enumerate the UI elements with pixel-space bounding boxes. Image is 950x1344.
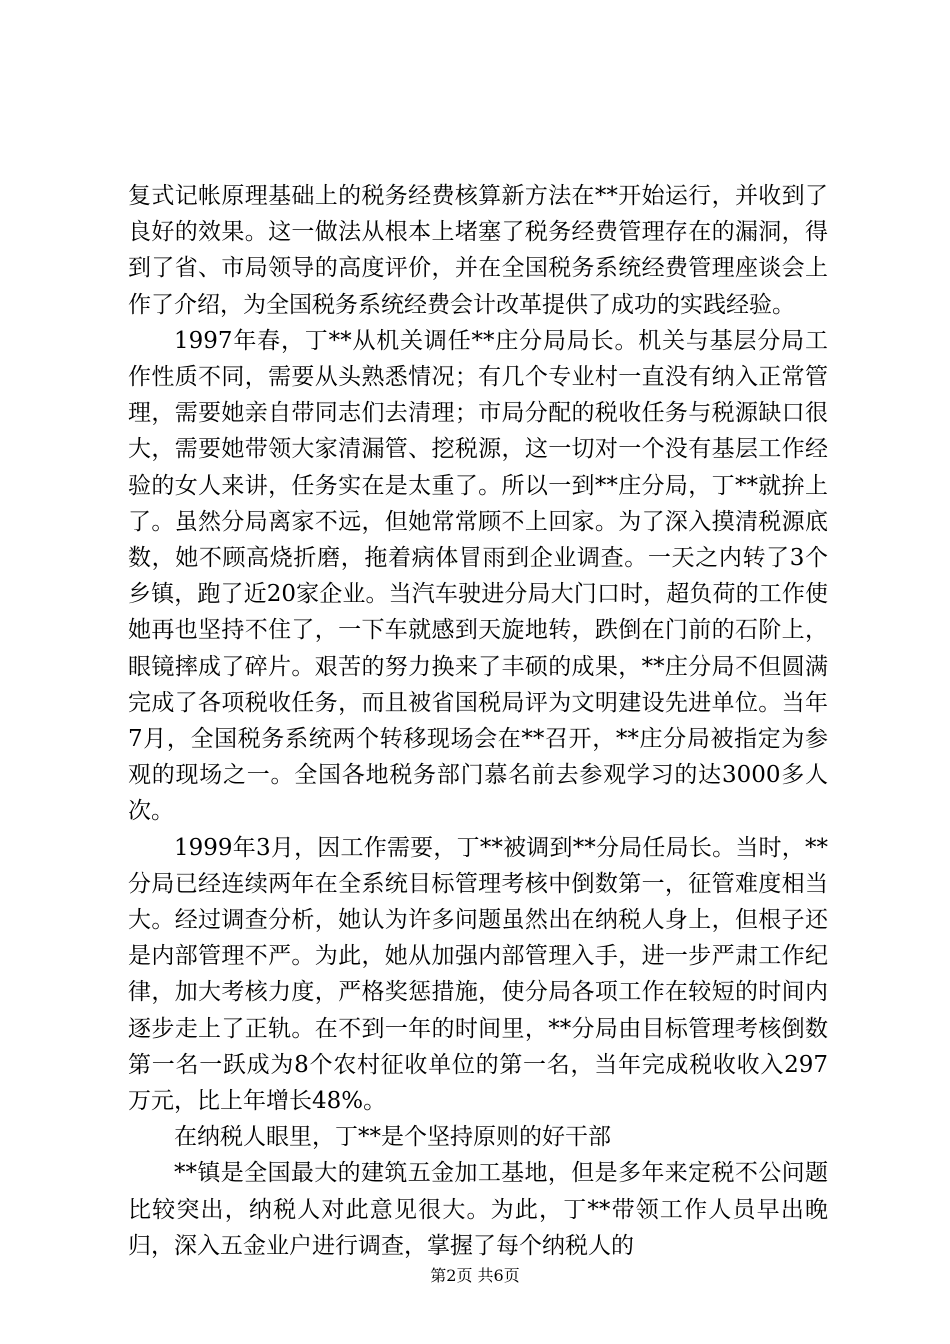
paragraph-1: 复式记帐原理基础上的税务经费核算新方法在**开始运行，并收到了良好的效果。这一做法从根本上堵塞了税务经费管理存在的漏洞，得到了省、市局领导的高度评价，并在全国税务系统经费管理座谈会上作了介绍，为全国税务系统经费会计改革提供了成功的实践经验。 [128,183,828,318]
paragraph-5: **镇是全国最大的建筑五金加工基地，但是多年来定税不公问题比较突出，纳税人对此意见很大。为此，丁**带领工作人员早出晚归，深入五金业户进行调查，掌握了每个纳税人的 [128,1160,828,1259]
paragraph-3: 1999年3月，因工作需要，丁**被调到**分局任局长。当时，**分局已经连续两年在全系统目标管理考核中倒数第一，征管难度相当大。经过调查分析，她认为许多问题虽然出在纳税人身上，但根子还是内部管理不严。为此，她从加强内部管理入手，进一步严肃工作纪律，加大考核力度，严格奖惩措施，使分局各项工作在较短的时间内逐步走上了正轨。在不到一年的时间里，**分局由目标管理考核倒数第一名一跃成为8个农村征收单位的第一名，当年完成税收收入297万元，比上年增长48%。 [128,834,828,1115]
section-heading: 在纳税人眼里，丁**是个坚持原则的好干部 [174,1124,611,1151]
page-number-footer: 第2页 共6页 [430,1266,520,1285]
document-body [128,178,828,1264]
paragraph-2: 1997年春，丁**从机关调任**庄分局局长。机关与基层分局工作性质不同，需要从头熟悉情况；有几个专业村一直没有纳入正常管理，需要她亲自带同志们去清理；市局分配的税收任务与税源缺口很大，需要她带领大家清漏管、挖税源，这一切对一个没有基层工作经验的女人来讲，任务实在是太重了。所以一到**庄分局，丁**就拚上了。虽然分局离家不远，但她常常顾不上回家。为了深入摸清税源底数，她不顾高烧折磨，拖着病体冒雨到企业调查。一天之内转了3个乡镇，跑了近20家企业。当汽车驶进分局大门口时，超负荷的工作使她再也坚持不住了，一下车就感到天旋地转，跌倒在门前的石阶上，眼镜摔成了碎片。艰苦的努力换来了丰硕的成果，**庄分局不但圆满完成了各项税收任务，而且被省国税局评为文明建设先进单位。当年7月，全国税务系统两个转移现场会在**召开，**庄分局被指定为参观的现场之一。全国各地税务部门慕名前去参观学习的达3000多人次。 [128,327,828,825]
